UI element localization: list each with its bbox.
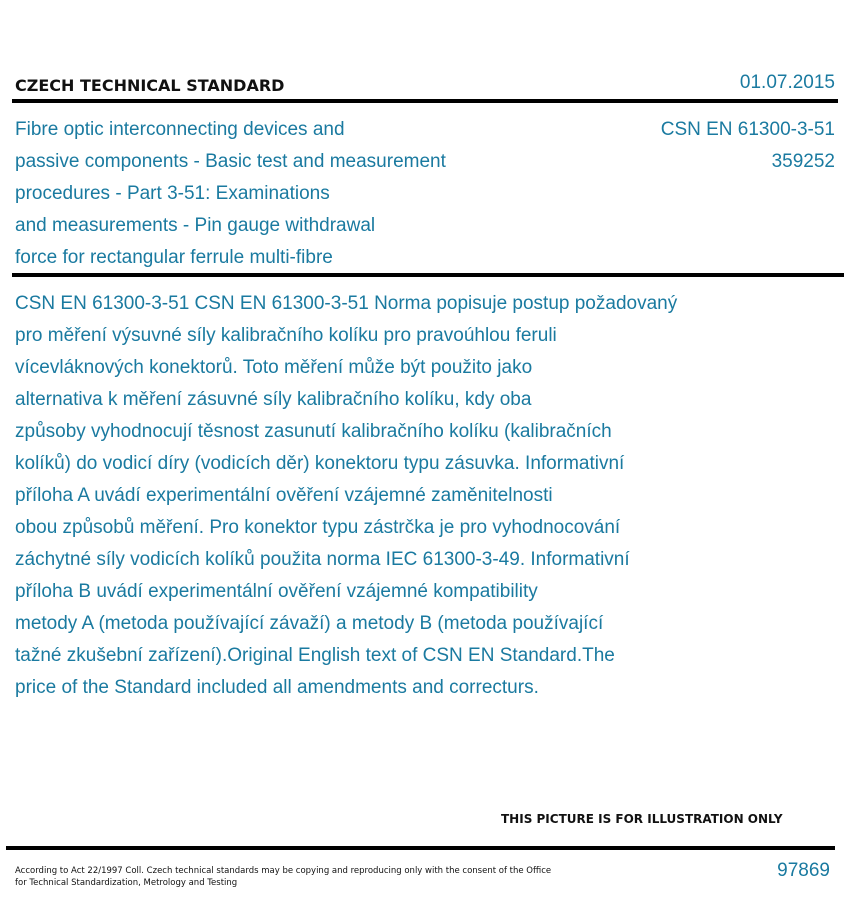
standard-codes xyxy=(661,114,835,178)
description-line: obou způsobů měření. Pro konektor typu zástrčka je pro vyhodnocování xyxy=(15,517,621,538)
standard-title-line: Fibre optic interconnecting devices and xyxy=(15,119,345,140)
document-heading: CZECH TECHNICAL STANDARD xyxy=(15,76,285,95)
description-line: příloha B uvádí experimentální ověření vzájemné kompatibility xyxy=(15,581,538,602)
standard-title-line: and measurements - Pin gauge withdrawal xyxy=(15,215,376,236)
standard-number: 359252 xyxy=(771,151,835,172)
standard-description xyxy=(15,288,835,704)
header-rule xyxy=(12,99,838,103)
description-line: price of the Standard included all amendments and correcturs. xyxy=(15,677,539,698)
description-line: tažné zkušební zařízení).Original English text of CSN EN Standard.The xyxy=(15,645,615,666)
description-line: vícevláknových konektorů. Toto měření může být použito jako xyxy=(15,357,533,378)
standard-title-line: force for rectangular ferrule multi-fibre xyxy=(15,247,333,268)
illustration-note: THIS PICTURE IS FOR ILLUSTRATION ONLY xyxy=(501,812,783,826)
description-line: metody A (metoda používající závaží) a metody B (metoda používající xyxy=(15,613,604,634)
description-line: CSN EN 61300-3-51 CSN EN 61300-3-51 Norma popisuje postup požadovaný xyxy=(15,293,678,314)
issue-date: 01.07.2015 xyxy=(739,72,835,93)
description-line: alternativa k měření zásuvné síly kalibračního kolíku, kdy oba xyxy=(15,389,532,410)
legal-notice xyxy=(15,865,615,889)
description-line: záchytné síly vodicích kolíků použita norma IEC 61300-3-49. Informativní xyxy=(15,549,630,570)
standard-title xyxy=(15,114,575,274)
standard-title-line: passive components - Basic test and measurement xyxy=(15,151,446,172)
description-line: příloha A uvádí experimentální ověření vzájemné zaměnitelnosti xyxy=(15,485,553,506)
description-line: způsoby vyhodnocují těsnost zasunutí kalibračního kolíku (kalibračních xyxy=(15,421,612,442)
standard-code: CSN EN 61300-3-51 xyxy=(660,119,835,140)
standard-title-line: procedures - Part 3-51: Examinations xyxy=(15,183,330,204)
legal-notice-line: for Technical Standardization, Metrology and Testing xyxy=(15,878,238,888)
footer-rule xyxy=(6,846,835,850)
document-number: 97869 xyxy=(777,860,830,881)
title-rule xyxy=(12,273,844,277)
description-line: kolíků) do vodicí díry (vodicích děr) konektoru typu zásuvka. Informativní xyxy=(15,453,625,474)
description-line: pro měření výsuvné síly kalibračního kolíku pro pravoúhlou feruli xyxy=(15,325,557,346)
legal-notice-line: According to Act 22/1997 Coll. Czech technical standards may be copying and reproducing only with the consent of the Office xyxy=(15,866,552,876)
